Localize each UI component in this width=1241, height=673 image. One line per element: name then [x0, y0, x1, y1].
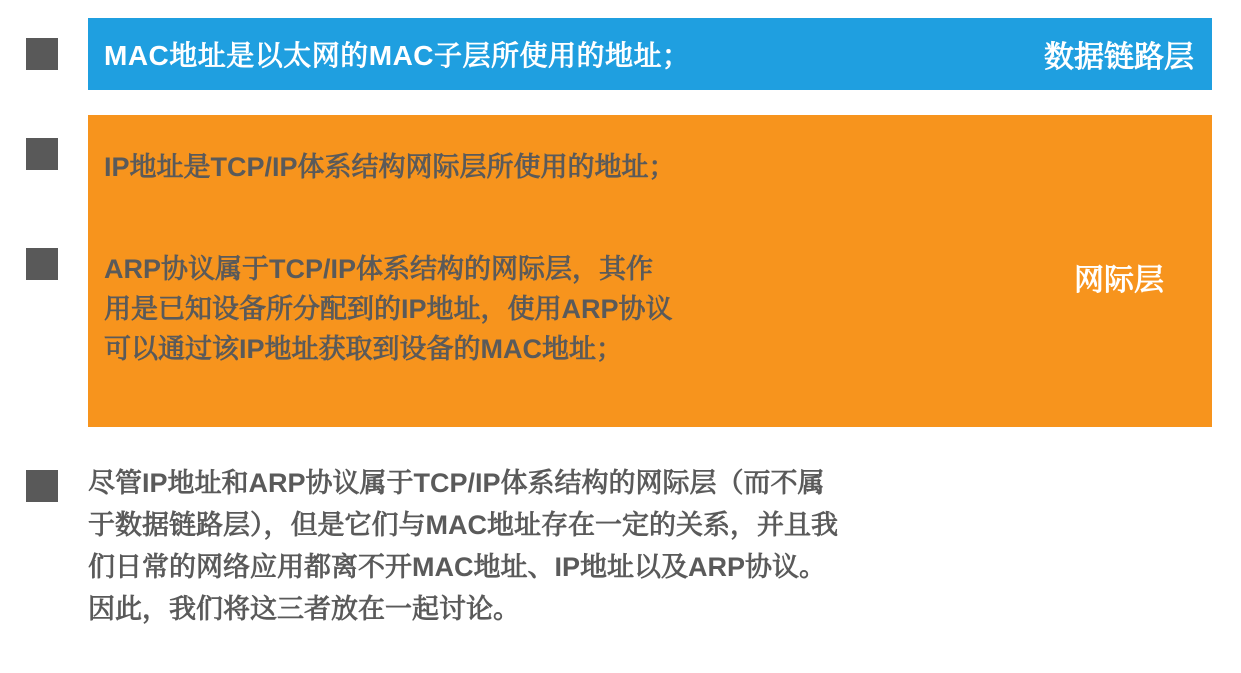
- summary-line-2: 于数据链路层），但是它们与MAC地址存在一定的关系，并且我: [88, 510, 838, 540]
- summary-line-4: 因此，我们将这三者放在一起讨论。: [88, 594, 520, 624]
- bullet-square-icon: [26, 38, 58, 70]
- arp-protocol-paragraph: [104, 249, 944, 369]
- internet-layer-label: 网际层: [1074, 264, 1164, 297]
- internet-layer-panel: [88, 115, 1212, 427]
- summary-paragraph: [88, 462, 1228, 630]
- ip-address-text: IP地址是TCP/IP体系结构网际层所使用的地址；: [104, 152, 676, 182]
- data-link-layer-label: 数据链路层: [1044, 41, 1194, 74]
- mac-address-text: MAC地址是以太网的MAC子层所使用的地址；: [104, 40, 691, 71]
- arp-protocol-line-3: 可以通过该IP地址获取到设备的MAC地址；: [104, 334, 623, 364]
- arp-protocol-line-2: 用是已知设备所分配到的IP地址，使用ARP协议: [104, 294, 673, 324]
- bullet-square-icon: [26, 470, 58, 502]
- summary-line-1: 尽管IP地址和ARP协议属于TCP/IP体系结构的网际层（而不属: [88, 468, 825, 498]
- summary-line-3: 们日常的网络应用都离不开MAC地址、IP地址以及ARP协议。: [88, 552, 827, 582]
- mac-address-banner: [88, 18, 1212, 90]
- bullet-square-icon: [26, 138, 58, 170]
- bullet-square-icon: [26, 248, 58, 280]
- arp-protocol-line-1: ARP协议属于TCP/IP体系结构的网际层，其作: [104, 254, 654, 284]
